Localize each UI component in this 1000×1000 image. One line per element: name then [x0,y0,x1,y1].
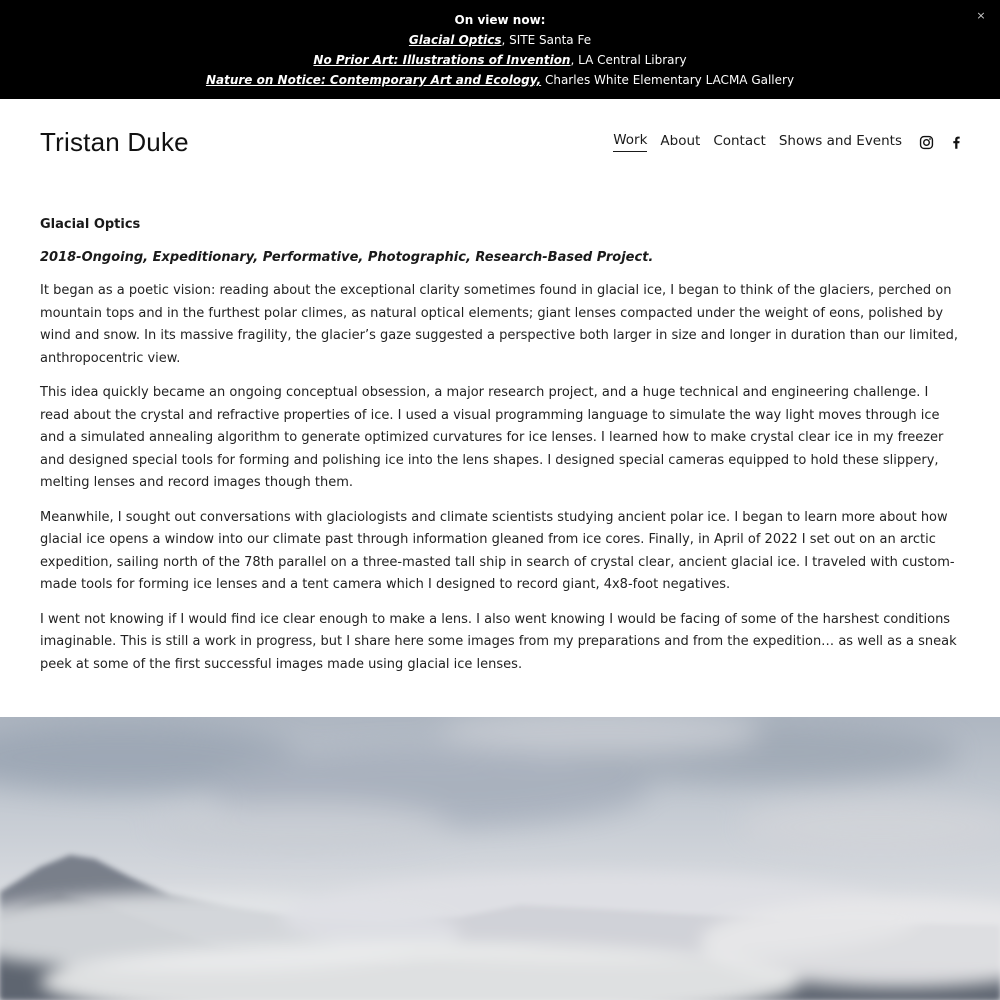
site-title[interactable]: Tristan Duke [40,127,189,157]
facebook-icon[interactable] [948,134,964,150]
show-venue: , SITE Santa Fe [501,33,592,47]
project-subtitle: 2018-Ongoing, Expeditionary, Performative, Photographic, Research-Based Project. [40,250,654,265]
nav-item-shows-and-events[interactable]: Shows and Events [778,132,902,149]
main-nav [600,132,964,152]
main-content [40,217,960,688]
paragraph: Meanwhile, I sought out conversations with glaciologists and climate scientists studying ancient polar ice. I began to learn more about how glacial ice opens a window into our climate past through information gleaned from ice cores. Finally, in April of 2022 I set out on an arctic expedition, sailing north of the 78th parallel on a three-masted tall ship in search of crystal clear, ancient glacial ice. I traveled with custom-made tools for forming ice lenses and a tent camera which I designed to record giant, 4x8-foot negatives. [40,509,955,592]
show-link-nature-on-notice[interactable]: Nature on Notice: Contemporary Art and Ecology, [205,73,542,87]
nav-item-contact[interactable]: Contact [713,132,766,149]
instagram-icon[interactable] [918,134,934,150]
show-venue: , LA Central Library [570,53,687,67]
misty-mountain-image [0,717,1000,1000]
site-header [0,99,1000,189]
announcement-show-1 [0,32,1000,52]
show-venue: Charles White Elementary LACMA Gallery [541,73,795,87]
announcement-bar [0,0,1000,99]
project-title: Glacial Optics [40,217,141,232]
paragraph: It began as a poetic vision: reading about the exceptional clarity sometimes found in glacial ice, I began to think of the glaciers, perched on mountain tops and in the furthest polar climes, as natural optical elements; giant lenses compacted under the weight of eons, polished by wind and snow. In its massive fragility, the glacier’s gaze suggested a perspective both larger in size and longer in duration than our limited, anthropocentric view. [40,283,959,366]
announcement-heading: On view now: [454,13,546,27]
announcement-show-2 [0,52,1000,72]
paragraph: This idea quickly became an ongoing conceptual obsession, a major research project, and a huge technical and engineering challenge. I read about the crystal and refractive properties of ice. I used a visual programming language to simulate the way light moves through ice and a simulated annealing algorithm to generate optimized curvatures for ice lenses. I learned how to make crystal clear ice in my freezer and designed special tools for forming and polishing ice into the lens shapes. I designed special cameras equipped to hold these slippery, melting lenses and record images though them. [40,385,944,490]
close-announcement-button[interactable]: × [976,9,986,22]
paragraph: I went not knowing if I would find ice clear enough to make a lens. I also went knowing I would be facing of some of the harshest conditions imaginable. This is still a work in progress, but I share here some images from my preparations and from the expedition… as well as a sneak peek at some of the first successful images made using glacial ice lenses. [40,611,957,672]
nav-item-work[interactable]: Work [613,132,647,152]
nav-item-about[interactable]: About [660,132,701,149]
announcement-show-3 [0,72,1000,92]
show-link-glacial-optics[interactable]: Glacial Optics [408,33,502,47]
show-link-no-prior-art[interactable]: No Prior Art: Illustrations of Invention [313,53,571,67]
